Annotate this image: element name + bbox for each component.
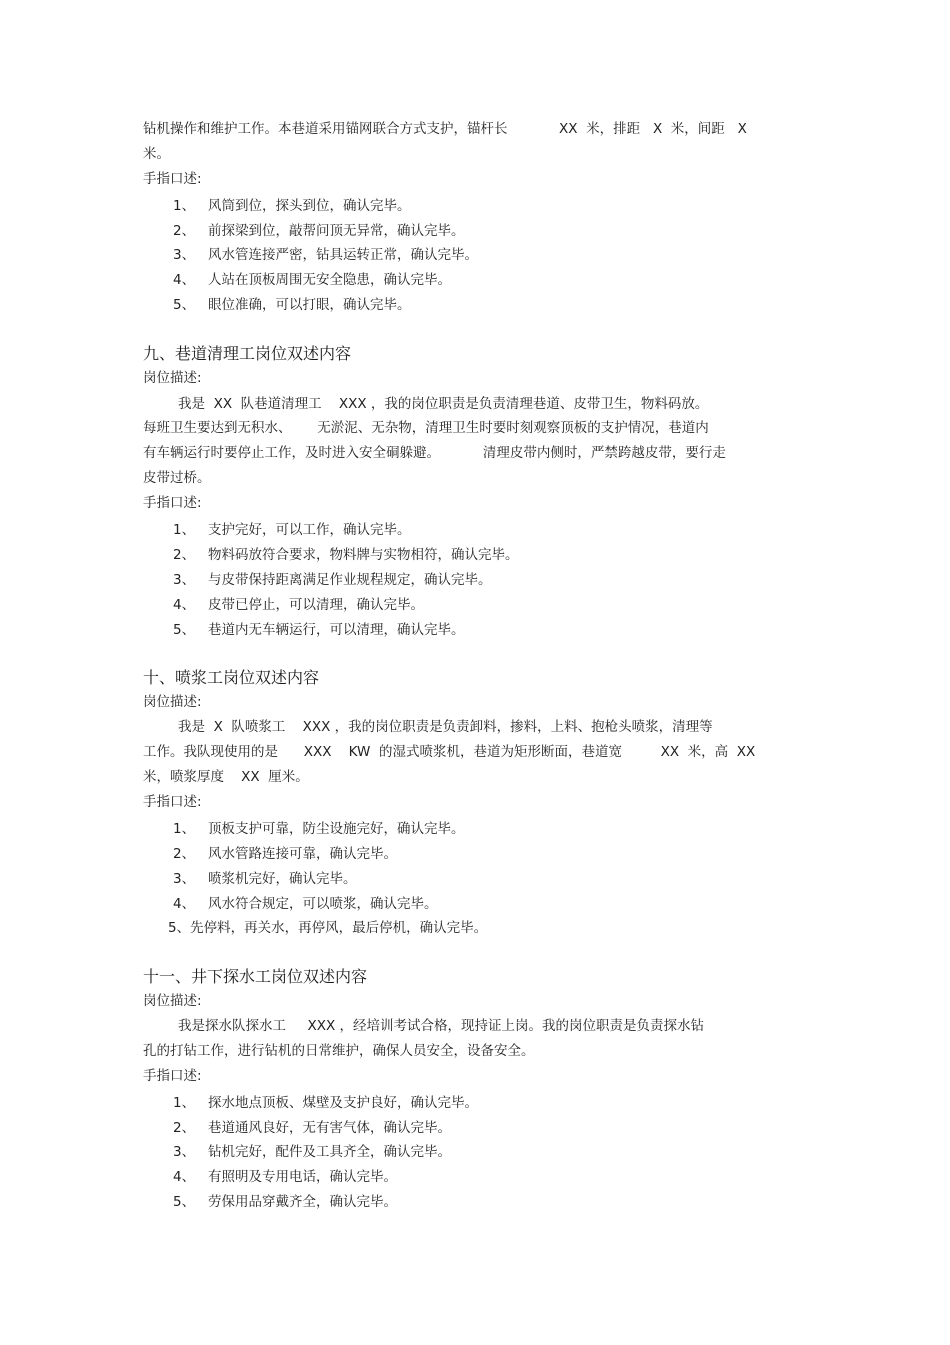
- desc-label: 岗位描述:: [143, 694, 202, 710]
- desc-label: 岗位描述:: [143, 370, 202, 386]
- intro-line: 米。: [143, 146, 170, 162]
- list-item: 3、 风水管连接严密，钻具运转正常，确认完毕。: [173, 247, 478, 263]
- list-item: 4、 风水符合规定，可以喷浆，确认完毕。: [173, 896, 438, 912]
- finger-label: 手指口述:: [143, 171, 202, 187]
- desc-line: 皮带过桥。: [143, 470, 211, 486]
- list-item: 5、先停料，再关水，再停风，最后停机，确认完毕。: [168, 920, 488, 936]
- desc-line: 孔的打钻工作，进行钻机的日常维护，确保人员安全，设备安全。: [143, 1043, 535, 1059]
- intro-line: 钻机操作和维护工作。本巷道采用锚网联合方式支护，锚杆长 XX 米，排距 X 米，间距 X: [143, 121, 747, 137]
- list-item: 5、 劳保用品穿戴齐全，确认完毕。: [173, 1194, 397, 1210]
- finger-label: 手指口述:: [143, 794, 202, 810]
- list-item: 4、 有照明及专用电话，确认完毕。: [173, 1169, 397, 1185]
- finger-label: 手指口述:: [143, 495, 202, 511]
- list-item: 3、 与皮带保持距离满足作业规程规定，确认完毕。: [173, 572, 492, 588]
- section-title: 十、喷浆工岗位双述内容: [143, 668, 320, 687]
- list-item: 1、 支护完好，可以工作，确认完毕。: [173, 522, 411, 538]
- list-item: 1、 探水地点顶板、煤壁及支护良好，确认完毕。: [173, 1095, 478, 1111]
- list-item: 5、 巷道内无车辆运行，可以清理，确认完毕。: [173, 622, 465, 638]
- desc-line: 我是 XX 队巷道清理工 XXX ，我的岗位职责是负责清理巷道、皮带卫生，物料码放。: [178, 396, 709, 412]
- desc-line: 每班卫生要达到无积水、 无淤泥、无杂物，清理卫生时要时刻观察顶板的支护情况，巷道内: [143, 420, 709, 436]
- desc-line: 我是 X 队喷浆工 XXX ，我的岗位职责是负责卸料，掺料，上料、抱枪头喷浆，清理等: [178, 719, 713, 735]
- desc-line: 米，喷浆厚度 XX 厘米。: [143, 769, 309, 785]
- finger-label: 手指口述:: [143, 1068, 202, 1084]
- list-item: 1、 风筒到位，探头到位，确认完毕。: [173, 198, 411, 214]
- list-item: 2、 巷道通风良好，无有害气体，确认完毕。: [173, 1120, 451, 1136]
- section-title: 九、巷道清理工岗位双述内容: [143, 344, 352, 363]
- section-title: 十一、井下探水工岗位双述内容: [143, 967, 368, 986]
- desc-line: 我是探水队探水工 XXX ，经培训考试合格，现持证上岗。我的岗位职责是负责探水钻: [178, 1018, 704, 1034]
- list-item: 1、 顶板支护可靠，防尘设施完好，确认完毕。: [173, 821, 465, 837]
- desc-line: 有车辆运行时要停止工作，及时进入安全硐躲避。 清理皮带内侧时，严禁跨越皮带，要行走: [143, 445, 726, 461]
- list-item: 4、 皮带已停止，可以清理，确认完毕。: [173, 597, 424, 613]
- list-item: 4、 人站在顶板周围无安全隐患，确认完毕。: [173, 272, 451, 288]
- list-item: 3、 喷浆机完好，确认完毕。: [173, 871, 357, 887]
- desc-label: 岗位描述:: [143, 993, 202, 1009]
- list-item: 2、 前探梁到位，敲帮问顶无异常，确认完毕。: [173, 223, 465, 239]
- list-item: 3、 钻机完好，配件及工具齐全，确认完毕。: [173, 1144, 451, 1160]
- list-item: 2、 物料码放符合要求，物料牌与实物相符，确认完毕。: [173, 547, 519, 563]
- list-item: 5、 眼位准确，可以打眼，确认完毕。: [173, 297, 411, 313]
- list-item: 2、 风水管路连接可靠，确认完毕。: [173, 846, 397, 862]
- desc-line: 工作。我队现使用的是 XXX KW 的湿式喷浆机，巷道为矩形断面，巷道宽 XX 米，高 XX: [143, 744, 756, 760]
